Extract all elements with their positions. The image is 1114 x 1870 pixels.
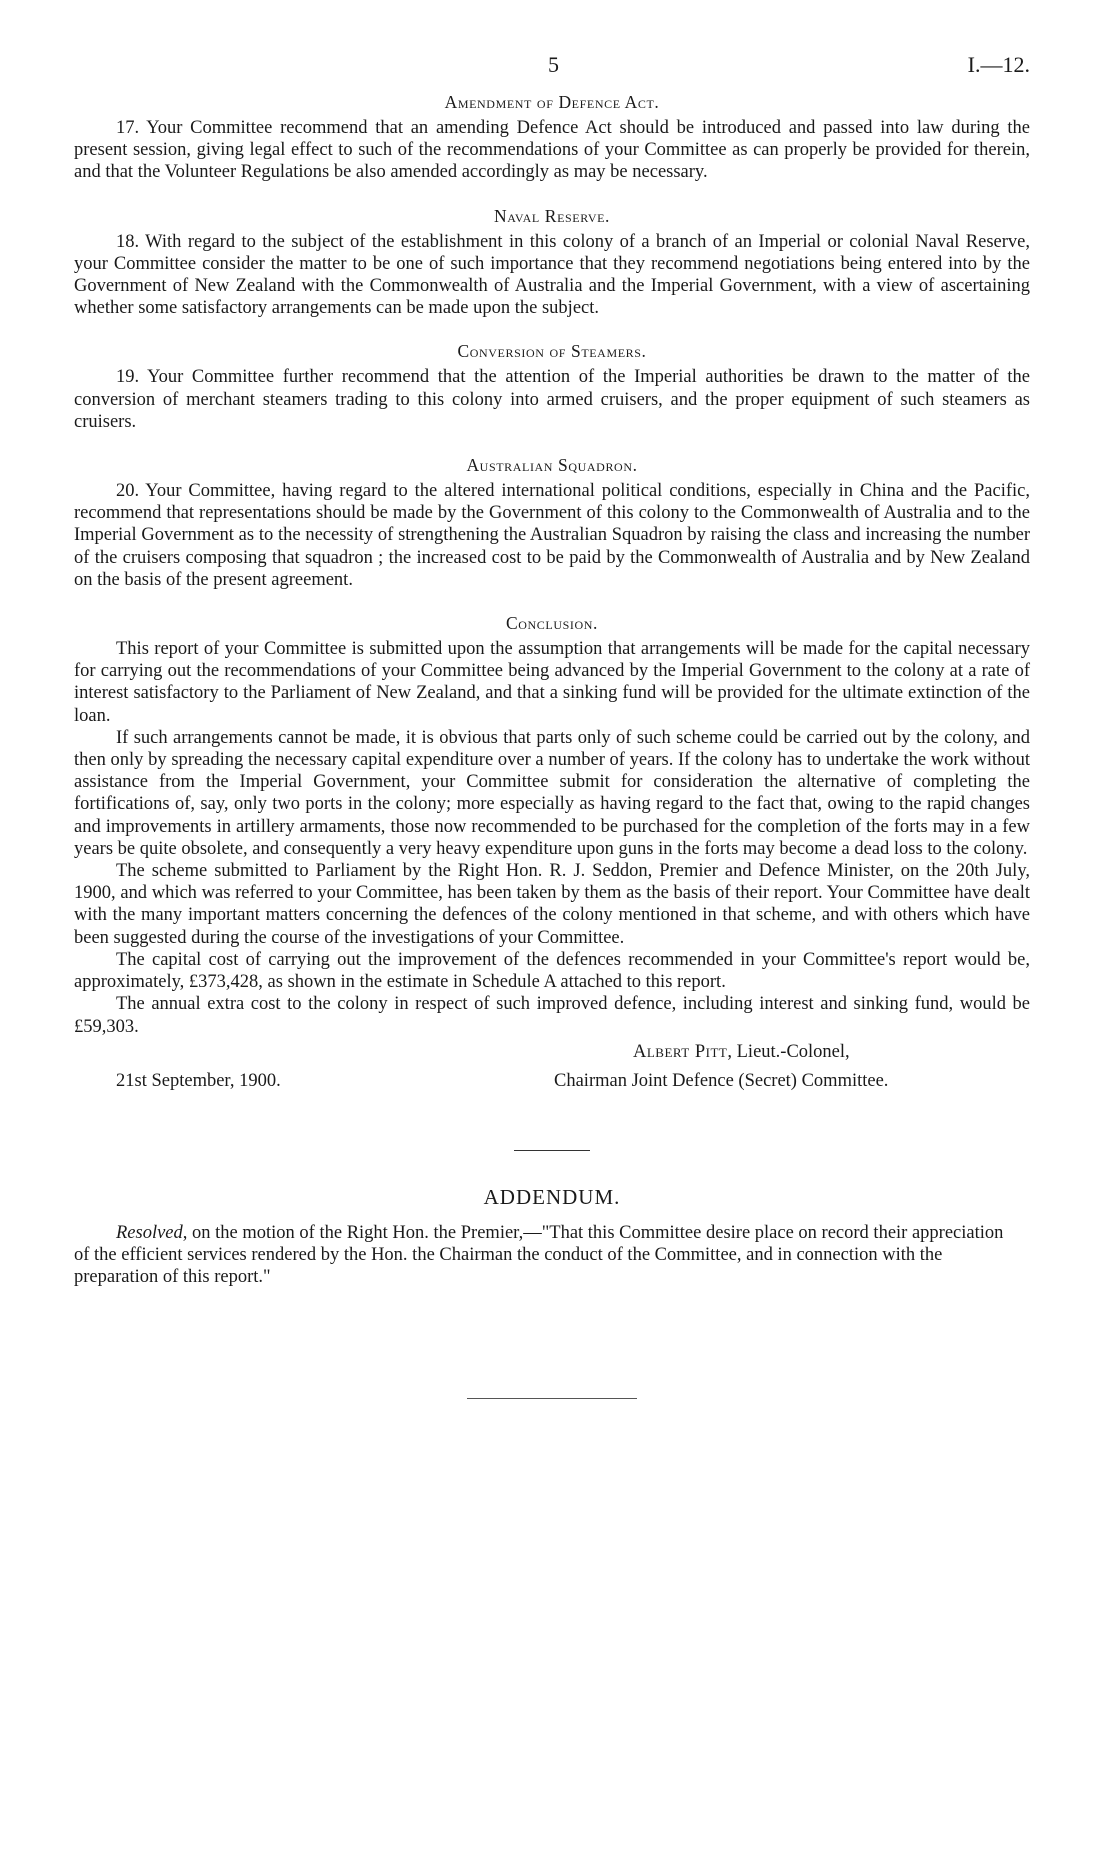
- section-amendment-of-defence-act: [74, 92, 1030, 184]
- page-header: [74, 52, 1030, 92]
- addendum-title: ADDENDUM.: [483, 1184, 621, 1209]
- section-heading: Amendment of Defence Act.: [444, 92, 660, 112]
- closing-rule: [467, 1398, 637, 1399]
- signature-date: 21st September, 1900.: [116, 1070, 281, 1091]
- conclusion-paragraph: If such arrangements cannot be made, it is obvious that parts only of such scheme could be carried out by the colony, and then only by spreading the necessary capital expenditure over a number of years. If the colony has to undertake the work without assistance from the Imperial Government, your Committee submit for consideration the alternative of completing the fortifications of, say, only two ports in the colony; more especially as having regard to the fact that, owing to the rapid changes and improvements in artillery armaments, those now recommended to be purchased for the completion of the forts may in a few years be quite obsolete, and consequently a very heavy expenditure upon guns in the forts may become a dead loss to the colony.: [74, 727, 1030, 859]
- resolved-word: Resolved: [116, 1222, 183, 1243]
- section-naval-reserve: [74, 206, 1030, 320]
- section-heading: Naval Reserve.: [493, 205, 611, 226]
- addendum-text: , on the motion of the Right Hon. the Premier,—"That this Committee desire place on record their appreciation of the efficient services rendered by the Hon. the Chairman the conduct of the Committee, and in connection with the preparation of this report.": [74, 1222, 1004, 1288]
- paragraph-20: 20. Your Committee, having regard to the altered international political conditions, especially in China and the Pacific, recommend that representations should be made by the Government of this colony to the Commonwealth of Australia and to the Imperial Government as to the necessity of strengthening the Australian Squadron by raising the class and increasing the number of the cruisers composing that squadron ; the increased cost to be paid by the Commonwealth of Australia and by New Zealand on the basis of the present agreement.: [74, 481, 1030, 590]
- section-conclusion: [74, 613, 1030, 1038]
- document-page: [74, 52, 1030, 1399]
- section-heading: Australian Squadron.: [466, 455, 638, 476]
- signature-block: [74, 1038, 1030, 1102]
- conclusion-paragraph: The annual extra cost to the colony in respect of such improved defence, including interest and sinking fund, would be £59,303.: [74, 994, 1030, 1037]
- paragraph-17: 17. Your Committee recommend that an amending Defence Act should be introduced and passed into law during the present session, giving legal effect to such of the recommendations of your Committee as can properly be provided for therein, and that the Volunteer Regulations be also amended accordingly as may be necessary.: [74, 118, 1030, 183]
- paragraph-18: 18. With regard to the subject of the establishment in this colony of a branch of an Imperial or colonial Naval Reserve, your Committee consider the matter to be one of such importance that they recommend negotiations being entered into by the Government of New Zealand with the Commonwealth of Australia and the Imperial Government, with a view of ascertaining whether some satisfactory arrangements can be made upon the subject.: [74, 231, 1030, 319]
- page-number: 5: [548, 52, 559, 77]
- section-heading: Conclusion.: [506, 613, 598, 634]
- section-divider: [514, 1150, 590, 1151]
- signatory-name: Albert Pitt: [633, 1041, 728, 1062]
- section-heading: Conversion of Steamers.: [457, 341, 647, 362]
- signatory: [633, 1042, 850, 1063]
- signatory-rank: , Lieut.-Colonel,: [727, 1041, 850, 1062]
- conclusion-paragraph: This report of your Committee is submitted upon the assumption that arrangements will be made for the capital necessary for carrying out the recommendations of your Committee being advanced by the Imperial Government to the colony at a rate of interest satisfactory to the Parliament of New Zealand, and that a sinking fund will be provided for the ultimate extinction of the loan.: [74, 639, 1030, 726]
- section-conversion-of-steamers: [74, 341, 1030, 433]
- signatory-title: Chairman Joint Defence (Secret) Committee.: [554, 1070, 889, 1091]
- document-reference: I.—12.: [967, 52, 1030, 77]
- conclusion-paragraph: The capital cost of carrying out the improvement of the defences recommended in your Committee's report would be, approximately, £373,428, as shown in the estimate in Schedule A attached to this report.: [74, 949, 1030, 993]
- paragraph-19: 19. Your Committee further recommend that the attention of the Imperial authorities be drawn to the matter of the conversion of merchant steamers trading to this colony into armed cruisers, and the proper equipment of such steamers as cruisers.: [74, 367, 1030, 432]
- conclusion-paragraph: The scheme submitted to Parliament by the Right Hon. R. J. Seddon, Premier and Defence Minister, on the 20th July, 1900, and which was referred to your Committee, has been taken by them as the basis of their report. Your Committee have dealt with the many important matters concerning the defences of the colony mentioned in that scheme, and with others which have been suggested during the course of the investigations of your Committee.: [74, 861, 1030, 948]
- section-australian-squadron: [74, 455, 1030, 591]
- addendum-paragraph: [74, 1222, 1004, 1289]
